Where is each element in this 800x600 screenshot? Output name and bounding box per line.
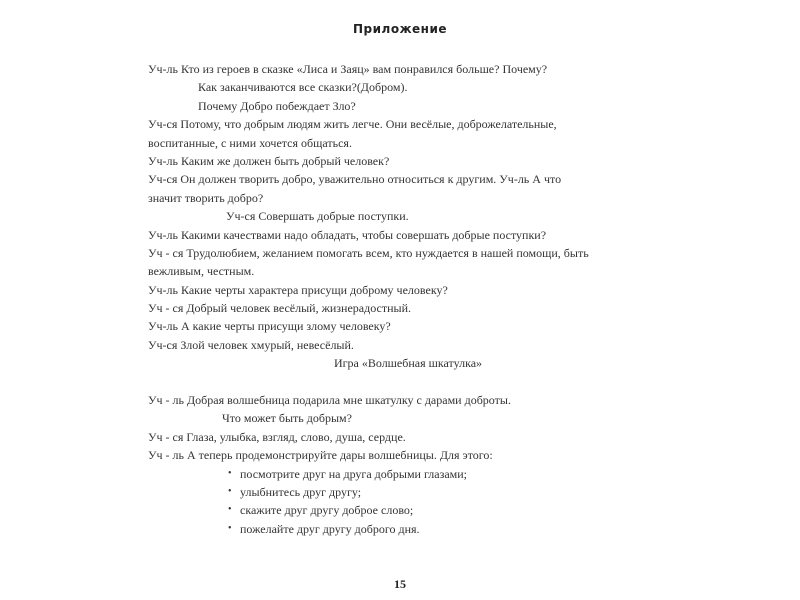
text-line: Уч-ся Он должен творить добро, уважительно относиться к другим. Уч-ль А что <box>148 172 562 187</box>
text-line: Уч-ль Каким же должен быть добрый человек? <box>148 153 390 168</box>
text-line: Что может быть добрым? <box>222 411 352 426</box>
blank-line <box>148 373 668 391</box>
text-line: Как заканчиваются все сказки?(Добром). <box>198 80 408 95</box>
list-item-text: скажите друг другу доброе слово; <box>240 503 414 518</box>
section-heading: Игра «Волшебная шкатулка» <box>333 356 483 371</box>
text-line: вежливым, честным. <box>148 264 255 279</box>
text-line: Уч-ль Кто из героев в сказке «Лиса и Заяц» вам понравился больше? Почему? <box>148 62 548 76</box>
text-line: Уч - ся Трудолюбием, желанием помогать всем, кто нуждается в нашей помощи, быть <box>148 245 589 260</box>
list-item-text: улыбнитесь друг другу; <box>240 484 362 499</box>
text-line: Уч-ль А какие черты присущи злому человеку? <box>148 319 391 334</box>
bullet-icon: • <box>228 504 232 516</box>
bullet-icon: • <box>228 522 232 534</box>
text-line: Уч-ся Потому, что добрым людям жить легче. Они весёлые, доброжелательные, <box>148 117 557 132</box>
text-line: воспитанные, с ними хочется общаться. <box>148 135 352 150</box>
text-line: Уч-ся Злой человек хмурый, невесёлый. <box>148 337 354 352</box>
text-line: значит творить добро? <box>148 190 264 205</box>
text-line: Почему Добро побеждает Зло? <box>198 98 356 113</box>
list-item-text: посмотрите друг на друга добрыми глазами; <box>240 466 468 481</box>
list-item <box>148 483 668 501</box>
bullet-icon: • <box>228 485 232 497</box>
text-line: Уч-ль Какие черты характера присущи доброму человеку? <box>148 282 448 297</box>
list-item <box>148 520 668 538</box>
list-item <box>148 501 668 519</box>
text-line: Уч - ль Добрая волшебница подарила мне шкатулку с дарами доброты. <box>148 393 511 408</box>
list-item-text: пожелайте друг другу доброго дня. <box>240 521 420 536</box>
document-body <box>148 60 668 538</box>
text-line: Уч-ль Какими качествами надо обладать, чтобы совершать добрые поступки? <box>148 227 547 242</box>
page-title: Приложение <box>353 22 447 36</box>
bullet-list <box>148 465 668 539</box>
text-line: Уч - ся Глаза, улыбка, взгляд, слово, душа, сердце. <box>148 429 406 444</box>
text-line: Уч-ся Совершать добрые поступки. <box>226 209 409 224</box>
list-item <box>148 465 668 483</box>
bullet-icon: • <box>228 467 232 479</box>
text-line: Уч - ль А теперь продемонстрируйте дары волшебницы. Для этого: <box>148 448 493 463</box>
page-number: 15 <box>394 577 406 591</box>
text-line: Уч - ся Добрый человек весёлый, жизнерадостный. <box>148 301 412 316</box>
